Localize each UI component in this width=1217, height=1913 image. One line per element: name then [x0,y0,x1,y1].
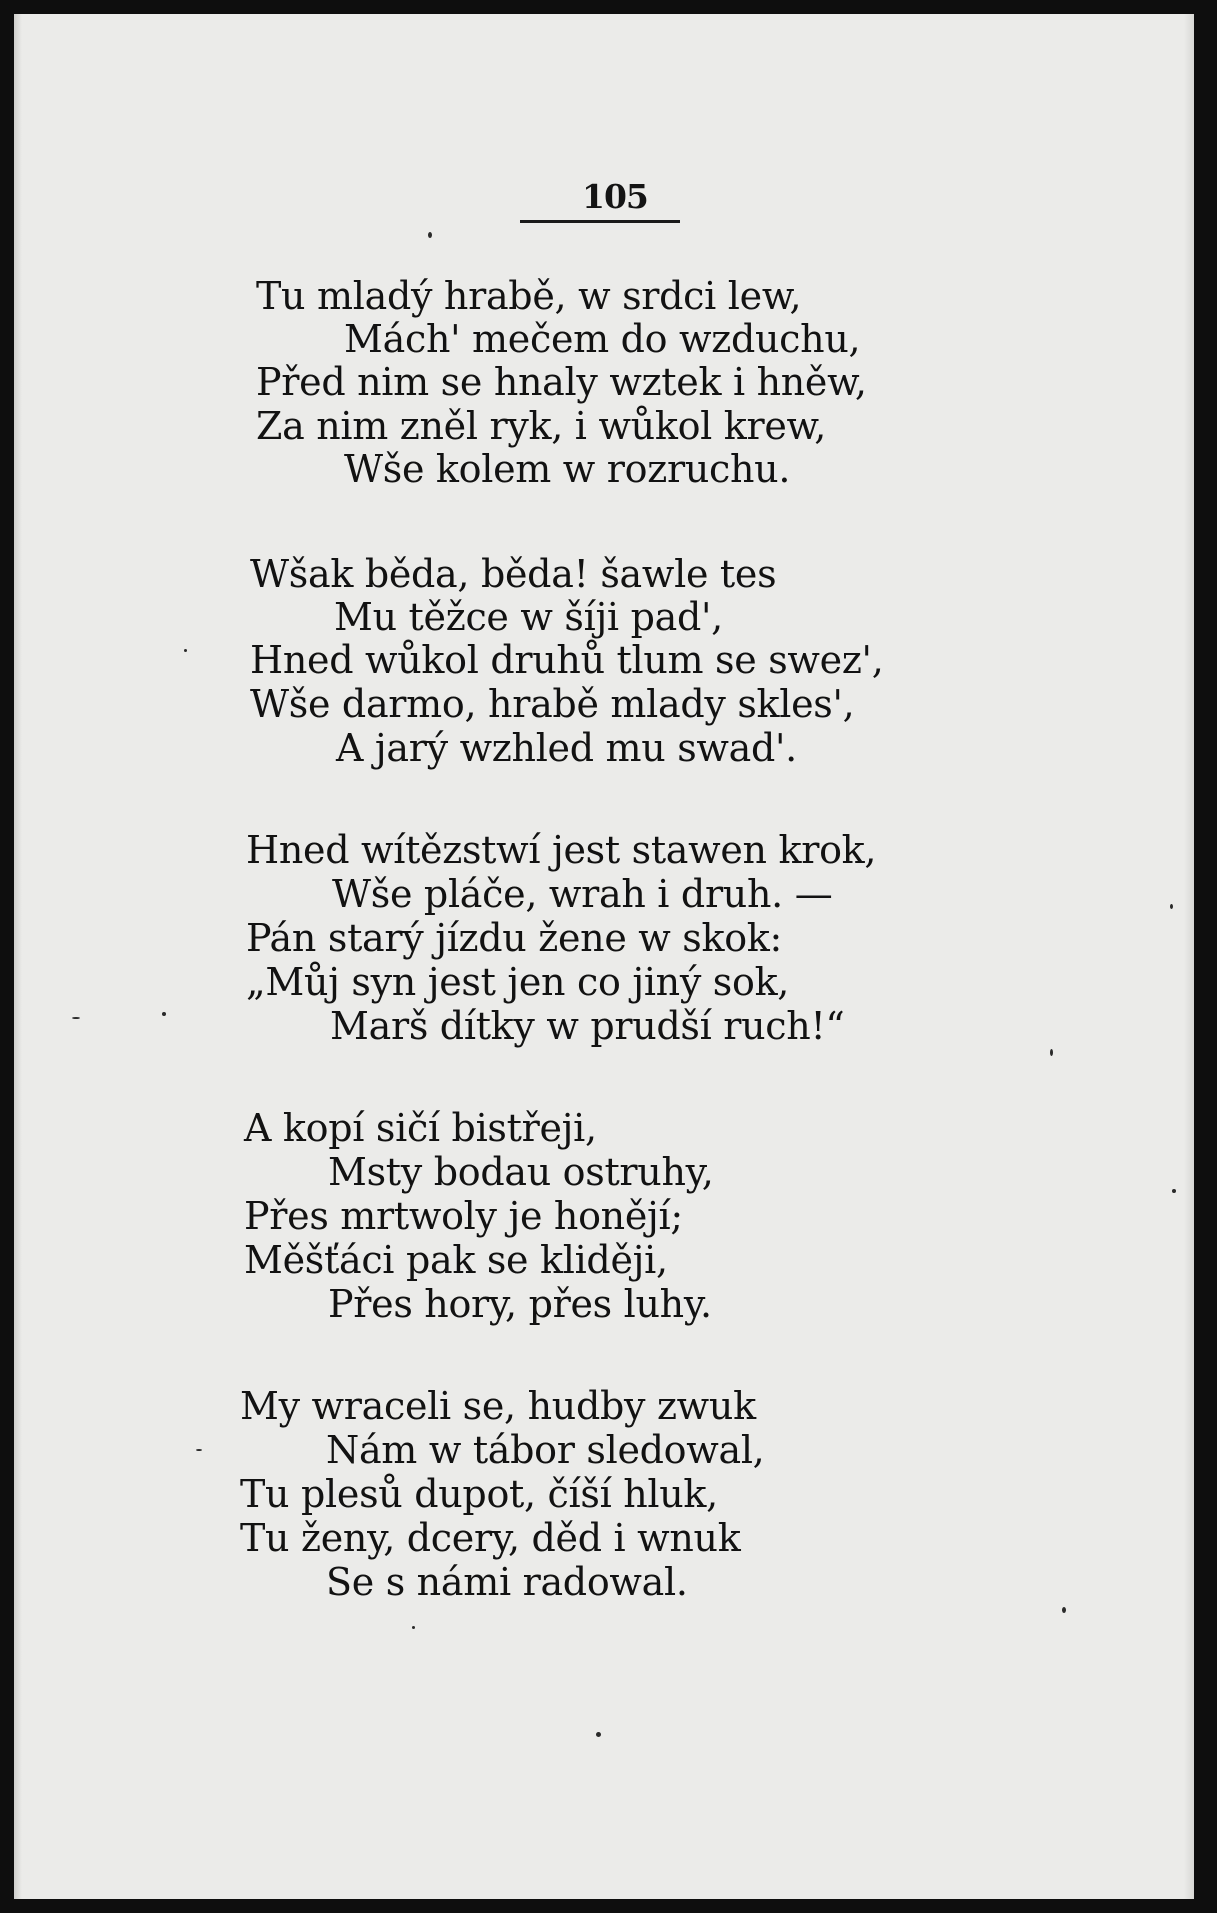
poem-line: Se s námi radowal. [326,1560,688,1604]
poem-line: Marš dítky w prudší ruch!“ [330,1004,845,1048]
scan-speck [596,1732,601,1737]
poem-line: Přes hory, přes luhy. [328,1282,712,1326]
scan-speck [1170,904,1173,909]
scan-speck [72,1017,80,1019]
scan-speck [428,232,432,238]
poem-line: Pán starý jízdu žene w skok: [246,916,783,960]
poem-line: Wše kolem w rozruchu. [344,447,791,491]
poem-line: Za nim zněl ryk, i wůkol krew, [256,404,827,448]
page-edge-right [1184,14,1194,1899]
poem-line: Wše darmo, hrabě mlady skles', [250,682,855,726]
poem-line: Před nim se hnaly wztek i hněw, [256,360,867,404]
scan-speck [196,1449,202,1451]
poem-line: Mu těžce w šíji pad', [334,595,723,639]
poem-line: Tu plesů dupot, číší hluk, [240,1472,718,1516]
poem-line: Přes mrtwoly je honějí; [244,1194,683,1238]
page-edge-left [14,14,22,1899]
poem-line: My wraceli se, hudby zwuk [240,1384,756,1428]
poem-line: A jarý wzhled mu swad'. [336,726,797,770]
scan-speck [184,649,187,652]
poem-line: Wše pláče, wrah i druh. — [332,872,833,916]
scan-speck [412,1626,415,1629]
page-number: 105 [582,177,648,216]
poem-line: Nám w tábor sledowal, [326,1428,765,1472]
poem-line: Měšťáci pak se kliději, [244,1238,668,1282]
scan-speck [1062,1607,1066,1613]
page-number-underline [520,220,680,223]
poem-line: Hned wítězstwí jest stawen krok, [246,828,877,872]
poem-line: Tu mladý hrabě, w srdci lew, [256,274,802,318]
poem-line: A kopí sičí bistřeji, [244,1106,597,1150]
scan-speck [1050,1049,1053,1056]
poem-line: Msty bodau ostruhy, [328,1150,714,1194]
poem-line: Mách' mečem do wzduchu, [344,317,861,361]
book-page [14,14,1194,1899]
poem-line: Hned wůkol druhů tlum se swez', [250,638,884,682]
scan-speck [1172,1189,1176,1193]
poem-line: „Můj syn jest jen co jiný sok, [246,960,790,1004]
poem-line: Wšak běda, běda! šawle tes [250,552,777,596]
poem-line: Tu ženy, dcery, děd i wnuk [240,1516,741,1560]
scan-speck [162,1012,166,1016]
